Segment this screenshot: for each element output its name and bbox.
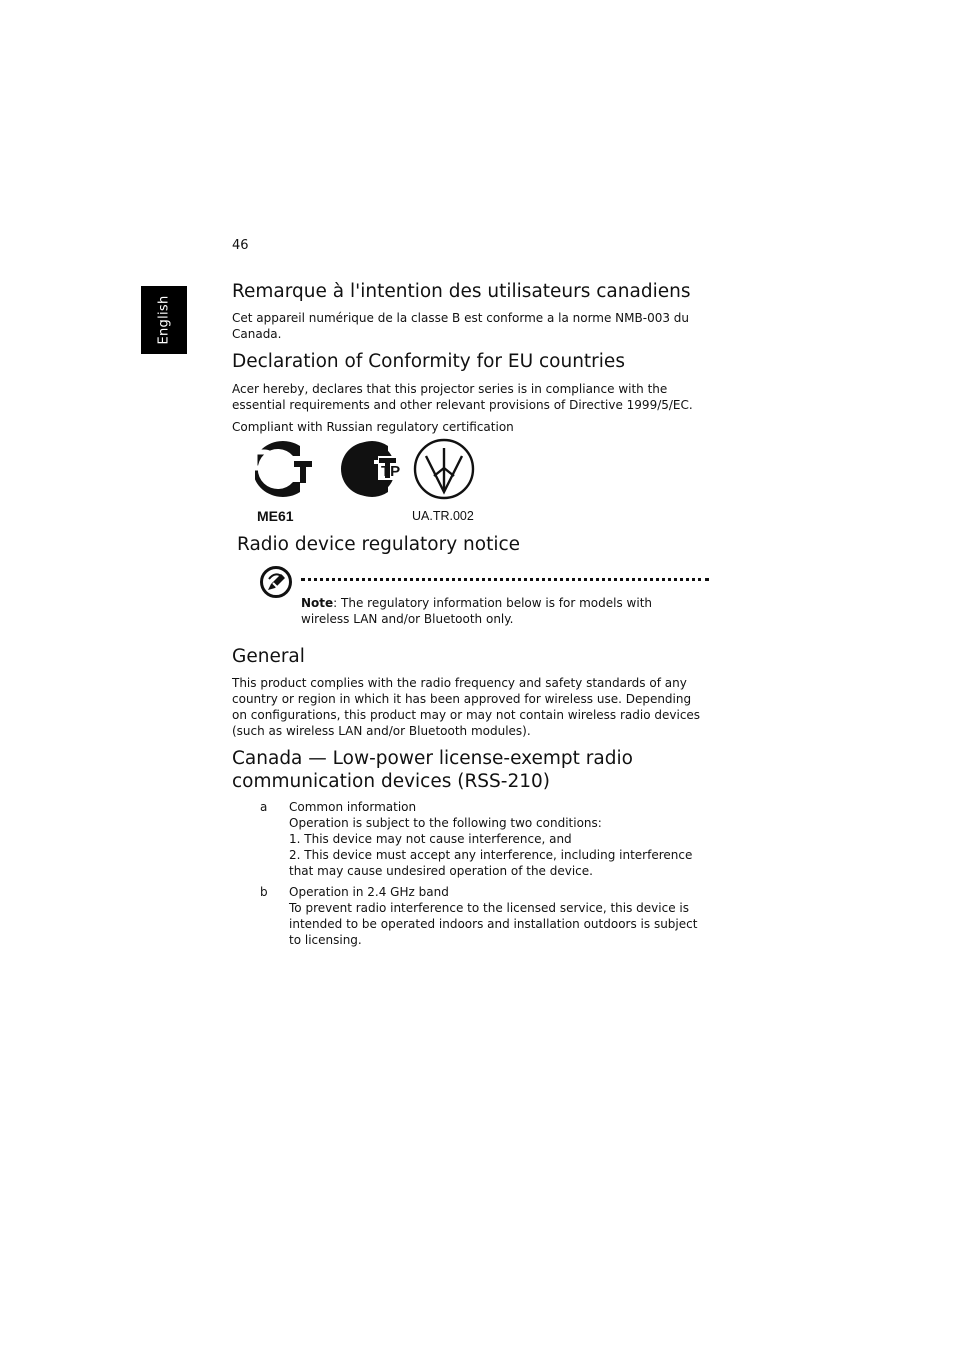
canada-heading: Canada — Low-power license-exempt radio communication devices (RSS-210)	[232, 748, 633, 792]
eu-body: Acer hereby, declares that this projector series is in compliance with the essential requirements and other relevant provisions of Directive 1999/5/EC.	[232, 382, 693, 412]
eu-heading: Declaration of Conformity for EU countries	[232, 351, 625, 372]
note-icon	[259, 565, 293, 599]
canadian-section	[232, 280, 712, 342]
note-block	[301, 595, 701, 627]
ua-certification-icon	[415, 440, 473, 498]
list-item-letter: a	[260, 800, 268, 814]
list-item-text: Common information Operation is subject to the following two conditions: 1. This device may not cause interference, and 2. This device must accept any interference, including interference that may cause undesired operation of the device.	[289, 800, 693, 878]
list-item-letter: b	[260, 885, 268, 899]
language-side-tab	[141, 286, 187, 354]
svg-text:TP: TP	[381, 463, 401, 480]
general-section	[232, 645, 712, 739]
note-label: Note	[301, 596, 334, 610]
tp-logo-icon	[341, 441, 400, 497]
radio-section	[237, 533, 717, 556]
canadian-body: Cet appareil numérique de la classe B est conforme a la norme NMB-003 du Canada.	[232, 311, 690, 341]
side-tab-label: English	[156, 295, 172, 345]
page-number: 46	[232, 238, 249, 253]
note-divider	[301, 578, 709, 581]
general-body: This product complies with the radio frequency and safety standards of any country or region in which it has been approved for wireless use. Depending on configurations, this product may or may not contain wireless radio devices (such as wireless LAN and/or Bluetooth modules).	[232, 676, 701, 738]
list-item-text: Operation in 2.4 GHz band To prevent radio interference to the licensed service, this device is intended to be operated indoors and installation outdoors is subject to licensing.	[289, 885, 698, 947]
note-text: : The regulatory information below is for models with wireless LAN and/or Bluetooth only.	[301, 596, 653, 626]
ua-code-label: UA.TR.002	[412, 509, 474, 523]
canada-section	[232, 747, 652, 793]
pct-logo-icon	[248, 441, 312, 497]
canadian-heading: Remarque à l'intention des utilisateurs canadiens	[232, 281, 691, 302]
pct-code-label: ME61	[257, 508, 294, 524]
general-heading: General	[232, 646, 305, 667]
russian-certification-text: Compliant with Russian regulatory certification	[232, 420, 514, 434]
eu-section	[232, 350, 712, 435]
radio-heading: Radio device regulatory notice	[237, 534, 521, 555]
